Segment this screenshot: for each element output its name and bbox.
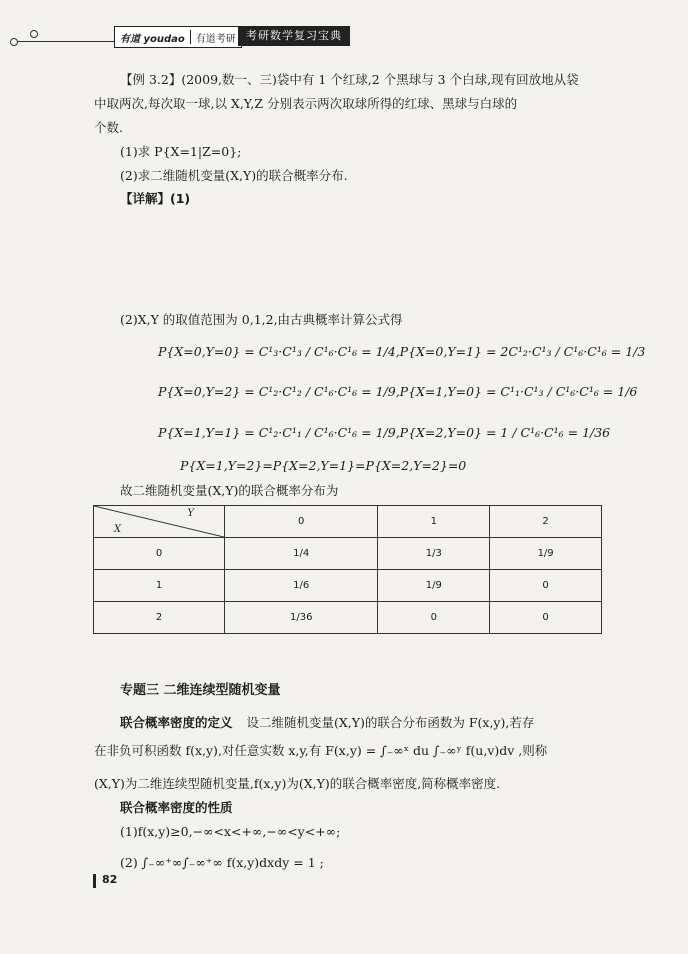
row-header: 0 bbox=[94, 538, 225, 570]
definition-text: 设二维随机变量(X,Y)的联合分布函数为 F(x,y),若存 bbox=[246, 715, 535, 730]
joint-distribution-table bbox=[93, 505, 602, 634]
property-title: 联合概率密度的性质 bbox=[120, 800, 233, 815]
table-cell: 1/9 bbox=[378, 570, 490, 602]
header-brand-box bbox=[114, 26, 242, 48]
answer-heading: 【详解】(1) bbox=[120, 191, 191, 206]
table-row bbox=[94, 570, 602, 602]
book-title: 考研数学复习宝典 bbox=[238, 26, 350, 46]
column-header: 2 bbox=[490, 506, 602, 538]
table-cell: 1/3 bbox=[378, 538, 490, 570]
equation-1: P{X=0,Y=0} = C¹₃·C¹₃ / C¹₆·C¹₆ = 1/4,P{X=0,Y=1} = 2C¹₂·C¹₃ / C¹₆·C¹₆ = 1/3 bbox=[158, 344, 646, 359]
column-header: 1 bbox=[378, 506, 490, 538]
section-title: 专题三 二维连续型随机变量 bbox=[120, 683, 281, 698]
header-circle-icon bbox=[10, 38, 18, 46]
equation-3: P{X=1,Y=1} = C¹₂·C¹₁ / C¹₆·C¹₆ = 1/9,P{X=2,Y=0} = 1 / C¹₆·C¹₆ = 1/36 bbox=[158, 425, 611, 440]
page-number: 82 bbox=[102, 873, 118, 886]
y-axis-label: Y bbox=[187, 508, 194, 519]
table-cell: 1/4 bbox=[225, 538, 378, 570]
row-header: 2 bbox=[94, 602, 225, 634]
part2-intro: (2)X,Y 的取值范围为 0,1,2,由古典概率计算公式得 bbox=[120, 312, 403, 327]
example-line-3: 个数. bbox=[94, 120, 123, 135]
property-2: (2) ∫₋∞⁺∞∫₋∞⁺∞ f(x,y)dxdy = 1 ; bbox=[120, 855, 324, 870]
definition-line-3: (X,Y)为二维连续型随机变量,f(x,y)为(X,Y)的联合概率密度,简称概率密度. bbox=[94, 776, 501, 791]
question-1: (1)求 P{X=1|Z=0}; bbox=[120, 144, 242, 159]
column-header: 0 bbox=[225, 506, 378, 538]
equation-4: P{X=1,Y=2}=P{X=2,Y=1}=P{X=2,Y=2}=0 bbox=[180, 458, 467, 473]
table-corner-cell bbox=[94, 506, 225, 538]
equation-2: P{X=0,Y=2} = C¹₂·C¹₂ / C¹₆·C¹₆ = 1/9,P{X=1,Y=0} = C¹₁·C¹₃ / C¹₆·C¹₆ = 1/6 bbox=[158, 384, 638, 399]
header-rule bbox=[14, 41, 118, 42]
definition-line-1 bbox=[120, 714, 534, 732]
row-header: 1 bbox=[94, 570, 225, 602]
example-line-2: 中取两次,每次取一球,以 X,Y,Z 分别表示两次取球所得的红球、黑球与白球的 bbox=[94, 96, 518, 111]
brand-logo: 有道 youdao bbox=[120, 33, 185, 45]
table-cell: 0 bbox=[378, 602, 490, 634]
table-cell: 1/9 bbox=[490, 538, 602, 570]
question-2: (2)求二维随机变量(X,Y)的联合概率分布. bbox=[120, 168, 348, 183]
header-circle-icon bbox=[30, 30, 38, 38]
definition-label: 联合概率密度的定义 bbox=[120, 715, 233, 730]
table-cell: 0 bbox=[490, 570, 602, 602]
table-cell: 1/6 bbox=[225, 570, 378, 602]
page-number-bar bbox=[93, 874, 96, 888]
table-cell: 1/36 bbox=[225, 602, 378, 634]
definition-line-2: 在非负可积函数 f(x,y),对任意实数 x,y,有 F(x,y) = ∫₋∞ˣ du ∫₋∞ʸ f(u,v)dv ,则称 bbox=[94, 743, 548, 758]
brand-sub: 有道考研 bbox=[195, 33, 236, 45]
example-line-1: 【例 3.2】(2009,数一、三)袋中有 1 个红球,2 个黑球与 3 个白球,现有回放地从袋 bbox=[120, 72, 579, 87]
property-1: (1)f(x,y)≥0,−∞<x<+∞,−∞<y<+∞; bbox=[120, 824, 341, 839]
x-axis-label: X bbox=[114, 524, 122, 535]
table-row bbox=[94, 538, 602, 570]
table-row bbox=[94, 602, 602, 634]
table-header-row bbox=[94, 506, 602, 538]
table-cell: 0 bbox=[490, 602, 602, 634]
table-intro: 故二维随机变量(X,Y)的联合概率分布为 bbox=[120, 483, 339, 498]
